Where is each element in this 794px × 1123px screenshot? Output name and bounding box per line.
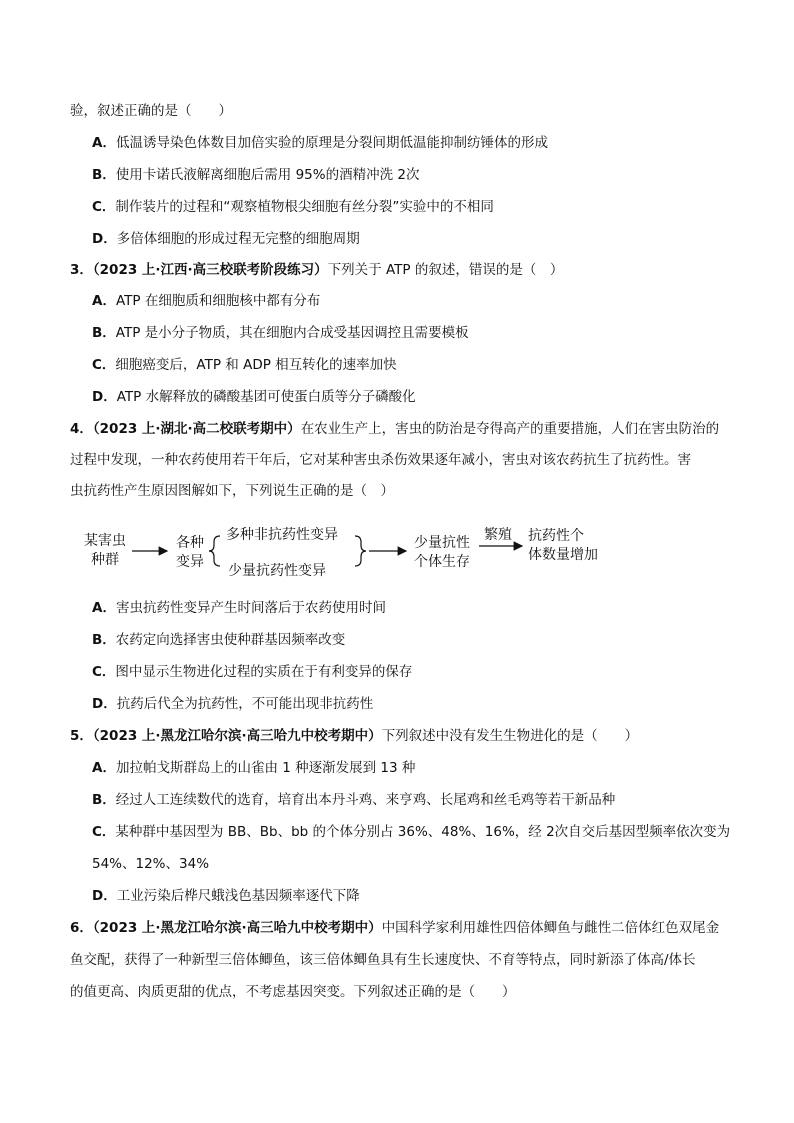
option-letter: D． <box>92 231 117 247</box>
option-text: ATP 水解释放的磷酸基团可使蛋白质等分子磷酸化 <box>116 389 416 405</box>
question-source: （2023 上·湖北·高二校联考期中） <box>92 421 301 437</box>
node-variation-line1: 各种 <box>176 535 204 551</box>
q2-stem-text: 验，叙述正确的是（ ） <box>70 103 232 119</box>
q6-stem-line1 <box>70 918 719 938</box>
node-resistant-variation: 少量抗药性变异 <box>228 563 326 579</box>
option-letter: B． <box>92 792 116 808</box>
option-letter: C． <box>92 199 116 215</box>
question-source: （2023 上·江西·高三校联考阶段练习） <box>92 262 328 278</box>
option-text: 经过人工连续数代的选育，培育出本丹斗鸡、来亨鸡、长尾鸡和丝毛鸡等若干新品种 <box>115 792 616 808</box>
q6-stem-line3 <box>70 982 516 1002</box>
option-letter: C． <box>92 357 116 373</box>
option-letter: A． <box>92 135 116 151</box>
question-number: 4． <box>70 421 93 437</box>
option-text: 54%、12%、34% <box>92 856 210 872</box>
option-letter: C． <box>92 824 116 840</box>
option-letter: A． <box>92 760 116 776</box>
option-letter: B． <box>92 167 116 183</box>
node-population-line2: 种群 <box>91 552 119 568</box>
option-text: 制作装片的过程和“观察植物根尖细胞有丝分裂”实验中的不相同 <box>115 199 494 215</box>
option-text: 害虫抗药性变异产生时间落后于农药使用时间 <box>115 600 386 616</box>
q5-option-d[interactable] <box>92 886 360 906</box>
node-result-line2: 体数量增加 <box>528 547 598 563</box>
option-text: 工业污染后桦尺蛾浅色基因频率逐代下降 <box>116 888 360 904</box>
arrow-label-reproduction: 繁殖 <box>484 527 512 543</box>
option-text: 细胞癌变后，ATP 和 ADP 相互转化的速率加快 <box>115 357 397 373</box>
option-text: 某种群中基因型为 BB、Bb、bb 的个体分别占 36%、48%、16%，经 2次自交后基因型频率依次变为 <box>115 824 731 840</box>
left-brace <box>209 536 220 566</box>
node-survivors-line1: 少量抗性 <box>414 535 470 551</box>
option-letter: C． <box>92 664 116 680</box>
question-text: 的值更高、肉质更甜的优点，不考虑基因突变。下列叙述正确的是（ ） <box>70 984 516 1000</box>
node-non-resistant-variation: 多种非抗药性变异 <box>226 527 338 543</box>
option-letter: B． <box>92 632 116 648</box>
option-text: 使用卡诺氏液解离细胞后需用 95%的酒精冲洗 2次 <box>115 167 420 183</box>
option-letter: A． <box>92 600 116 616</box>
right-brace <box>355 536 366 566</box>
question-text: 鱼交配，获得了一种新型三倍体鲫鱼，该三倍体鲫鱼具有生长速度快、不育等特点，同时新添了体高/体长 <box>70 952 696 968</box>
option-letter: A． <box>92 293 116 309</box>
option-letter: D． <box>92 696 117 712</box>
option-text: 图中显示生物进化过程的实质在于有利变异的保存 <box>115 664 413 680</box>
option-text: 农药定向选择害虫使种群基因频率改变 <box>115 632 346 648</box>
option-letter: D． <box>92 888 117 904</box>
node-survivors-line2: 个体生存 <box>414 554 470 570</box>
question-text: 过程中发现，一种农药使用若干年后，它对某种害虫杀伤效果逐年减小，害虫对该农药抗生了抗药性。害 <box>70 452 691 468</box>
q4-option-b[interactable] <box>92 630 345 650</box>
q6-stem-line2 <box>70 950 696 970</box>
question-text: 下列关于 ATP 的叙述，错误的是（ ） <box>327 262 564 278</box>
q5-option-c[interactable] <box>92 822 730 842</box>
q4-option-d[interactable] <box>92 694 373 714</box>
option-text: 加拉帕戈斯群岛上的山雀由 1 种逐渐发展到 13 种 <box>115 760 416 776</box>
question-number: 6． <box>70 920 93 936</box>
option-text: 抗药后代全为抗药性，不可能出现非抗药性 <box>116 696 374 712</box>
node-result-line1: 抗药性个 <box>528 528 584 544</box>
option-letter: D． <box>92 389 117 405</box>
question-text: 中国科学家利用雄性四倍体鲫鱼与雌性二倍体红色双尾金 <box>381 920 720 936</box>
q5-stem <box>70 726 638 746</box>
q5-option-b[interactable] <box>92 790 615 810</box>
q4-option-c[interactable] <box>92 662 412 682</box>
question-text: 下列叙述中没有发生生物进化的是（ ） <box>381 728 639 744</box>
question-number: 5． <box>70 728 93 744</box>
question-number: 3． <box>70 262 93 278</box>
option-text: 多倍体细胞的形成过程无完整的细胞周期 <box>116 231 360 247</box>
option-text: 低温诱导染色体数目加倍实验的原理是分裂间期低温能抑制纺锤体的形成 <box>115 135 548 151</box>
node-variation-line2: 变异 <box>176 554 204 570</box>
q5-option-a[interactable] <box>92 758 415 778</box>
question-text: 虫抗药性产生原因图解如下，下列说生正确的是（ ） <box>70 483 394 499</box>
q4-option-a[interactable] <box>92 598 386 618</box>
question-source: （2023 上·黑龙江哈尔滨·高三哈九中校考期中） <box>92 728 382 744</box>
question-text: 在农业生产上，害虫的防治是夺得高产的重要措施，人们在害虫防治的 <box>300 421 720 437</box>
node-population-line1: 某害虫 <box>84 533 126 549</box>
q5-option-c-continued <box>92 854 209 874</box>
question-source: （2023 上·黑龙江哈尔滨·高三哈九中校考期中） <box>92 920 382 936</box>
option-text: ATP 在细胞质和细胞核中都有分布 <box>115 293 321 309</box>
option-text: ATP 是小分子物质，其在细胞内合成受基因调控且需要模板 <box>115 325 469 341</box>
option-letter: B． <box>92 325 116 341</box>
